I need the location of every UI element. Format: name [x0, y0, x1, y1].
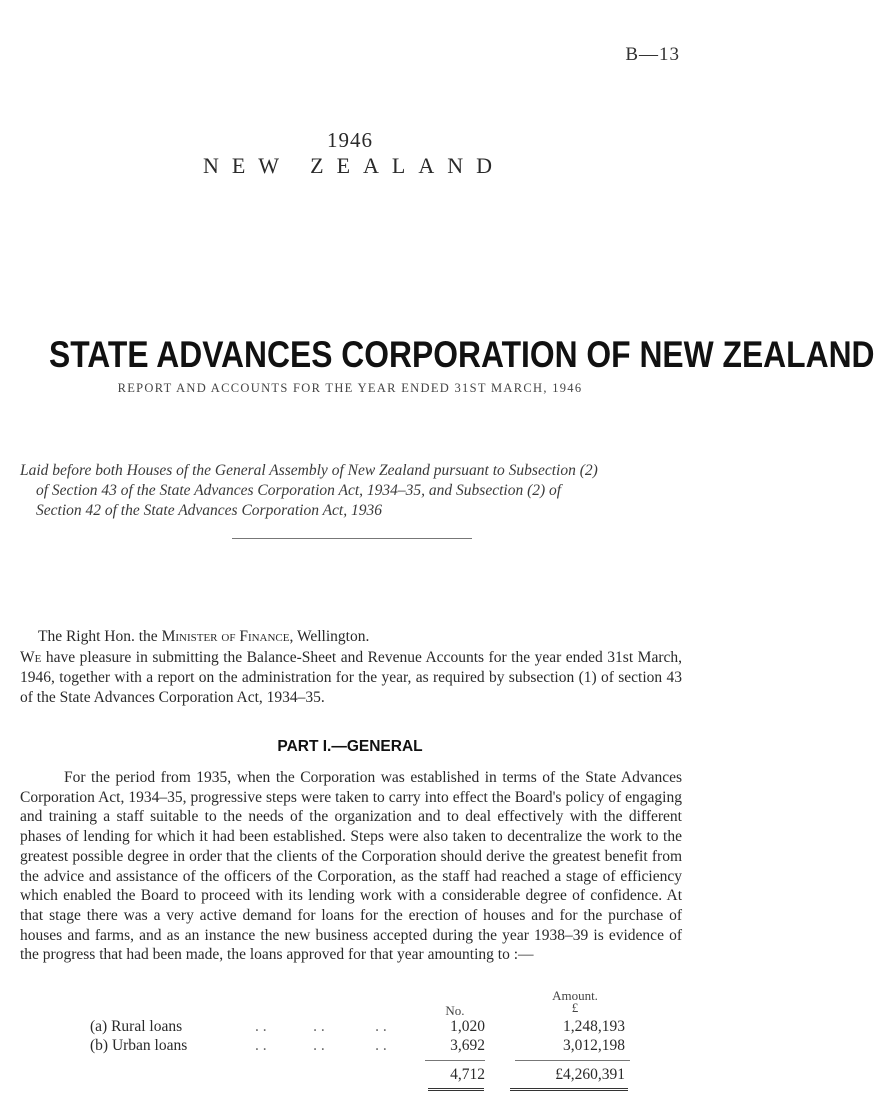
document-year: 1946	[327, 128, 373, 152]
laid-before-notice	[20, 461, 682, 521]
intro-we: We	[20, 649, 42, 666]
section-heading: PART I.—GENERAL	[277, 738, 423, 755]
report-title: STATE ADVANCES CORPORATION OF NEW ZEALAND	[49, 334, 875, 375]
table-cell-amount: 1,248,193	[563, 1018, 625, 1035]
column-header-amount: Amount.	[552, 988, 598, 1003]
country-heading: NEW ZEALAND	[202, 153, 506, 178]
laid-before-line-1: Laid before both Houses of the General Assembly of New Zealand pursuant to Subsection (2)	[20, 462, 598, 479]
addressee-minister: Minister of Finance	[161, 628, 290, 645]
subtotal-rule	[515, 1060, 630, 1061]
addressee-suffix: , Wellington.	[289, 628, 370, 645]
laid-before-line-2: of Section 43 of the State Advances Corporation Act, 1934–35, and Subsection (2) of	[36, 482, 562, 499]
total-double-rule	[510, 1088, 628, 1091]
total-amount: £4,260,391	[555, 1066, 625, 1083]
intro-paragraph	[20, 648, 682, 708]
report-subtitle: REPORT AND ACCOUNTS FOR THE YEAR ENDED 31ST MARCH, 1946	[117, 381, 583, 395]
table-cell-amount: 3,012,198	[563, 1037, 625, 1054]
total-no: 4,712	[450, 1066, 485, 1083]
total-double-rule	[428, 1088, 484, 1091]
laid-before-line-3: Section 42 of the State Advances Corporation Act, 1936	[36, 502, 382, 519]
leader-dots: . . . . . .	[255, 1018, 387, 1035]
intro-text: have pleasure in submitting the Balance-Sheet and Revenue Accounts for the year ended 31st March, 1946, together with a report on the administration for the year, as required by subsection (1) of section 43 of the State Advances Corporation Act, 1934–35.	[20, 649, 682, 706]
table-cell-no: 3,692	[450, 1037, 485, 1054]
addressee-line	[38, 628, 369, 646]
table-row-label: (b) Urban loans	[90, 1037, 188, 1054]
page-reference: B—13	[625, 44, 680, 65]
subtotal-rule	[425, 1060, 485, 1061]
addressee-prefix: The Right Hon. the	[38, 628, 162, 645]
column-header-amount-unit: £	[571, 1000, 579, 1015]
table-row-label: (a) Rural loans	[90, 1018, 183, 1035]
divider-rule	[232, 538, 472, 539]
body-text: For the period from 1935, when the Corporation was established in terms of the State Advances Corporation Act, 1934–35, progressive steps were taken to carry into effect the Board's policy of engaging and training a staff suitable to the needs of the organization and to deal effectively with the different phases of lending for which it had been established. Steps were also taken to decentralize the work to the greatest possible degree in order that the clients of the Corporation should derive the greatest benefit from the advice and assistance of the officers of the Corporation, as the staff had reached a stage of efficiency which enabled the Board to proceed with its lending work with a considerable degree of confidence. At that stage there was a very active demand for loans for the erection of houses and for the purchase of houses and farms, and as an instance the new business accepted during the year 1938–39 is evidence of the progress that had been made, the loans approved for that year amounting to :—	[20, 769, 682, 964]
leader-dots: . . . . . .	[255, 1037, 387, 1054]
column-header-no: No.	[445, 1003, 465, 1018]
table-cell-no: 1,020	[450, 1018, 485, 1035]
body-paragraph	[20, 768, 682, 965]
